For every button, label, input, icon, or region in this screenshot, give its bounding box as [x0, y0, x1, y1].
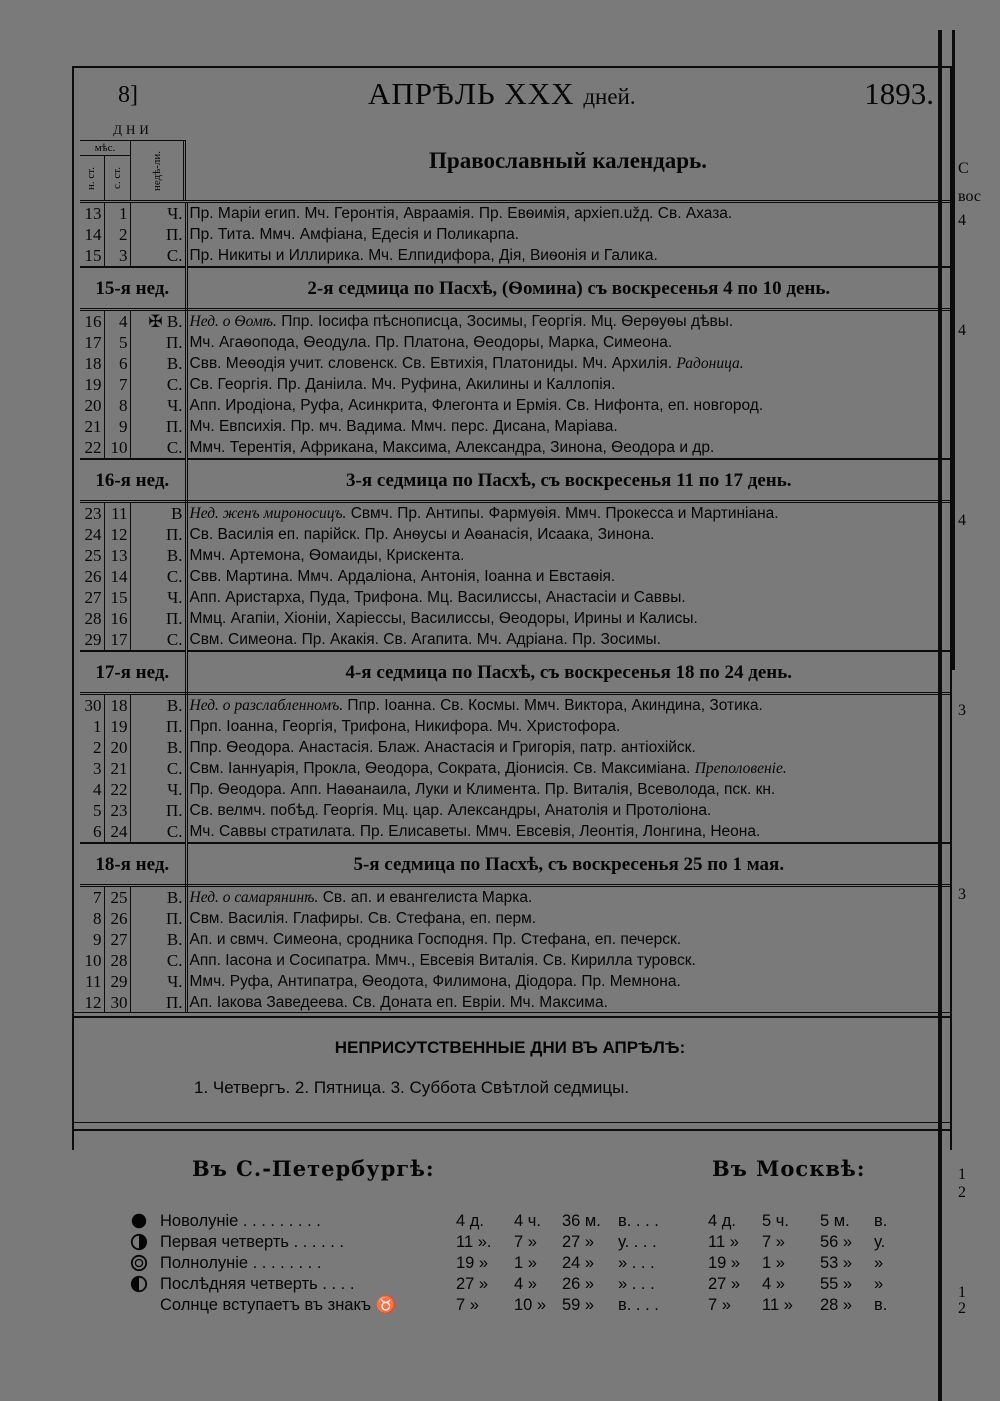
saints-names: Ммч. Артемона, Ѳомаиды, Крискента.	[189, 547, 465, 564]
spb-period: » . . .	[618, 1254, 655, 1272]
old-style-date: 29	[104, 971, 130, 992]
saints-names: Апп. Іасона и Сосипатра. Ммч., Евсевія Виталія. Св. Кирилла туровск.	[189, 952, 696, 969]
saints-text	[186, 353, 950, 374]
saints-names: Мч. Евпсихія. Пр. мч. Вадима. Ммч. перс. Дисана, Маріава.	[189, 418, 618, 435]
day-row	[80, 566, 950, 587]
old-style-date: 30	[104, 992, 130, 1013]
day-row	[80, 800, 950, 821]
weekday: П.	[130, 908, 186, 929]
adjacent-page-fragment: 3	[958, 702, 966, 719]
weekday: С.	[130, 821, 186, 843]
day-row	[80, 971, 950, 992]
msk-hour: 11 »	[762, 1296, 793, 1314]
phase-name: Первая четверть . . . . . .	[160, 1233, 345, 1251]
new-style-date: 13	[80, 202, 104, 225]
saints-text	[186, 800, 950, 821]
new-style-date: 30	[80, 694, 104, 717]
weekday: ✠ В.	[130, 310, 186, 333]
phase-name: Послѣдняя четверть . . . .	[160, 1275, 355, 1293]
weekday: В.	[130, 545, 186, 566]
msk-day: 19 »	[708, 1254, 741, 1272]
saints-names: Свм. Василія. Глафиры. Св. Стефана, еп. перм.	[189, 910, 537, 927]
weekday-header: недѣ-ли.	[150, 150, 163, 191]
weekday: П.	[130, 332, 186, 353]
saints-names: Свм. Іаннуарія, Прокла, Ѳеодора, Сократа, Діонисія. Св. Максиміана.	[189, 760, 695, 777]
saints-text	[186, 608, 950, 629]
old-style-date: 18	[104, 694, 130, 717]
new-style-date: 29	[80, 629, 104, 651]
old-style-date: 11	[104, 502, 130, 525]
msk-period: в.	[874, 1212, 888, 1230]
section-rule	[72, 1122, 952, 1131]
phase-name: Полнолуніе . . . . . . . .	[160, 1254, 322, 1272]
feast-name: Радоница.	[676, 355, 744, 372]
msk-day: 7 »	[708, 1296, 731, 1314]
moon-phase-row	[130, 1254, 900, 1275]
new-style-date: 24	[80, 524, 104, 545]
day-row	[80, 587, 950, 608]
new-style-header: н. ст.	[85, 166, 98, 190]
saints-text	[186, 950, 950, 971]
new-style-date: 27	[80, 587, 104, 608]
sunday-name: Нед. женъ мироносицъ.	[189, 505, 347, 522]
day-row	[80, 694, 950, 717]
weekday: С.	[130, 758, 186, 779]
weekday: С.	[130, 437, 186, 459]
nepris-list: 1. Четвергъ. 2. Пятница. 3. Суббота Свѣтлой седмицы.	[194, 1078, 630, 1097]
saints-text	[186, 821, 950, 843]
old-style-date: 12	[104, 524, 130, 545]
adjacent-page-fragment: 4	[958, 212, 966, 229]
new-style-date: 19	[80, 374, 104, 395]
day-row	[80, 310, 950, 333]
saints-text	[186, 566, 950, 587]
spb-period: » . . .	[618, 1275, 655, 1293]
page-binding-edge-right	[952, 30, 955, 670]
spb-day: 7 »	[456, 1296, 479, 1314]
spb-hour: 1 »	[514, 1254, 537, 1272]
day-row	[80, 524, 950, 545]
new-style-date: 10	[80, 950, 104, 971]
saints-text	[186, 908, 950, 929]
saints-names: Апп. Иродіона, Руфа, Асинкрита, Флегонта и Ермія. Св. Нифонта, еп. новгород.	[189, 397, 764, 414]
old-style-date: 20	[104, 737, 130, 758]
old-style-date: 14	[104, 566, 130, 587]
saints-text	[186, 202, 950, 225]
saints-names: Ппр. Іосифа пѣснописца, Зосимы, Георгія. Мц. Ѳерѳуѳы дѣвы.	[276, 313, 734, 330]
old-style-date: 27	[104, 929, 130, 950]
new-style-date: 2	[80, 737, 104, 758]
weekday: П.	[130, 800, 186, 821]
saints-names: Пр. Никиты и Иллирика. Мч. Елпидифора, Дія, Виѳонія и Галика.	[189, 247, 658, 264]
old-style-date: 25	[104, 886, 130, 909]
new-style-date: 12	[80, 992, 104, 1013]
week-number: 17-я нед.	[80, 651, 186, 694]
msk-hour: 7 »	[762, 1233, 785, 1251]
feast-name: Преполовеніе.	[694, 760, 787, 777]
saints-text	[186, 929, 950, 950]
saints-text	[186, 629, 950, 651]
last-quarter-icon	[130, 1275, 148, 1293]
spb-minute: 24 »	[562, 1254, 595, 1272]
msk-minute: 28 »	[820, 1296, 853, 1314]
new-style-date: 23	[80, 502, 104, 525]
saints-text	[186, 310, 950, 333]
spb-minute: 36 м.	[562, 1212, 601, 1230]
saints-names: Прп. Іоанна, Георгія, Трифона, Никифора. Мч. Христофора.	[189, 718, 621, 735]
day-row	[80, 353, 950, 374]
weekday: Ч.	[130, 587, 186, 608]
weekday: С.	[130, 566, 186, 587]
new-style-date: 26	[80, 566, 104, 587]
saints-names: Ммц. Агапіи, Хіоніи, Харіессы, Василиссы, Ѳеодоры, Ирины и Калисы.	[189, 610, 698, 627]
spb-period: у. . . .	[618, 1233, 657, 1251]
week-number: 15-я нед.	[80, 267, 186, 310]
day-row	[80, 608, 950, 629]
msk-day: 4 д.	[708, 1212, 736, 1230]
msk-hour: 4 »	[762, 1275, 785, 1293]
adjacent-page-fragment: 1	[958, 1166, 966, 1183]
days-header: ДНИ	[80, 120, 186, 141]
saints-text	[186, 737, 950, 758]
orthodox-calendar-table	[80, 120, 950, 1013]
day-row	[80, 224, 950, 245]
old-style-date: 28	[104, 950, 130, 971]
msk-period: в.	[874, 1296, 888, 1314]
saints-names: Пр. Ѳеодора. Апп. Наѳанаила, Луки и Климента. Пр. Виталія, Всеволода, пск. кн.	[189, 781, 776, 798]
msk-minute: 53 »	[820, 1254, 853, 1272]
old-style-date: 17	[104, 629, 130, 651]
new-style-date: 20	[80, 395, 104, 416]
day-row	[80, 779, 950, 800]
moon-phase-row	[130, 1233, 900, 1254]
msk-minute: 5 м.	[820, 1212, 850, 1230]
old-style-date: 24	[104, 821, 130, 843]
adjacent-page-fragment: 4	[958, 512, 966, 529]
new-style-date: 14	[80, 224, 104, 245]
day-row	[80, 437, 950, 459]
phase-name: Солнце вступаетъ въ знакъ ♉	[160, 1296, 397, 1314]
msk-day: 11 »	[708, 1233, 739, 1251]
day-row	[80, 992, 950, 1013]
new-style-date: 8	[80, 908, 104, 929]
saints-names: Свм. Симеона. Пр. Акакія. Св. Агапита. Мч. Адріана. Пр. Зосимы.	[189, 631, 661, 648]
weekday: Ч.	[130, 202, 186, 225]
weekday: П.	[130, 416, 186, 437]
saints-text	[186, 224, 950, 245]
weekday: С.	[130, 629, 186, 651]
saints-names: Пр. Тита. Ммч. Амфіана, Едесія и Поликарпа.	[189, 226, 520, 243]
old-style-date: 6	[104, 353, 130, 374]
weekday: С.	[130, 950, 186, 971]
week-title: 5-я седмица по Пасхѣ, съ воскресенья 25 по 1 мая.	[186, 843, 950, 886]
old-style-date: 13	[104, 545, 130, 566]
saints-names: Св. ап. и евангелиста Марка.	[318, 889, 533, 906]
old-style-date: 5	[104, 332, 130, 353]
new-style-date: 16	[80, 310, 104, 333]
day-row	[80, 416, 950, 437]
weekday: П.	[130, 224, 186, 245]
new-style-date: 6	[80, 821, 104, 843]
spb-minute: 59 »	[562, 1296, 595, 1314]
saints-names: Мч. Агаѳопода, Ѳеодула. Пр. Платона, Ѳеодоры, Марка, Симеона.	[189, 334, 673, 351]
day-row	[80, 716, 950, 737]
week-title: 3-я седмица по Пасхѣ, съ воскресенья 11 по 17 день.	[186, 459, 950, 502]
day-row	[80, 737, 950, 758]
old-style-date: 26	[104, 908, 130, 929]
saints-text	[186, 374, 950, 395]
msk-period: у.	[874, 1233, 886, 1251]
first-quarter-icon	[130, 1233, 148, 1251]
saints-names: Пр. Маріи егип. Мч. Геронтія, Авраамія. Пр. Евѳимія, архіеп.užд. Св. Ахаза.	[189, 205, 733, 222]
day-row	[80, 929, 950, 950]
saints-text	[186, 395, 950, 416]
weekday: П.	[130, 716, 186, 737]
day-row	[80, 502, 950, 525]
old-style-date: 21	[104, 758, 130, 779]
month-subheader: мѣс.	[80, 141, 130, 156]
page-number: 8]	[118, 82, 138, 108]
spb-day: 11 ».	[456, 1233, 492, 1251]
sunday-name: Нед. о самарянинѣ.	[189, 889, 319, 906]
saints-text	[186, 437, 950, 459]
saints-text	[186, 992, 950, 1013]
saints-text	[186, 416, 950, 437]
new-style-date: 17	[80, 332, 104, 353]
nepris-title: НЕПРИСУТСТВЕННЫЕ ДНИ ВЪ АПРѢЛѢ:	[334, 1038, 686, 1057]
weekday: С.	[130, 245, 186, 267]
week-number: 18-я нед.	[80, 843, 186, 886]
week-title: 4-я седмица по Пасхѣ, съ воскресенья 18 по 24 день.	[186, 651, 950, 694]
saints-text	[186, 332, 950, 353]
weekday: П.	[130, 608, 186, 629]
old-style-date: 16	[104, 608, 130, 629]
saints-text	[186, 758, 950, 779]
day-row	[80, 202, 950, 225]
saints-text	[186, 779, 950, 800]
new-style-date: 15	[80, 245, 104, 267]
msk-day: 27 »	[708, 1275, 741, 1293]
weekday: В.	[130, 353, 186, 374]
old-style-date: 22	[104, 779, 130, 800]
old-style-date: 19	[104, 716, 130, 737]
saints-text	[186, 971, 950, 992]
msk-hour: 5 ч.	[762, 1212, 789, 1230]
new-style-date: 9	[80, 929, 104, 950]
saints-names: Ппр. Ѳеодора. Анастасія. Блаж. Анастасія и Григорія, патр. антіохійск.	[189, 739, 696, 756]
saints-names: Ппр. Іоанна. Св. Космы. Ммч. Виктора, Акиндина, Зотика.	[343, 697, 763, 714]
week-header-row	[80, 267, 950, 310]
weekday: П.	[130, 992, 186, 1013]
old-style-date: 1	[104, 202, 130, 225]
adjacent-page-fragment: 2	[958, 1184, 966, 1201]
old-style-date: 15	[104, 587, 130, 608]
month-name: АПРѢЛЬ XXX	[368, 76, 575, 111]
weekday: С.	[130, 374, 186, 395]
city-spb-heading: Въ С.-Петербургѣ:	[192, 1156, 435, 1181]
new-moon-icon	[130, 1212, 148, 1230]
day-row	[80, 908, 950, 929]
sunday-name: Нед. о разслабленномъ.	[189, 697, 344, 714]
new-style-date: 28	[80, 608, 104, 629]
spb-day: 19 »	[456, 1254, 489, 1272]
week-title: 2-я седмица по Пасхѣ, (Ѳомина) съ воскресенья 4 по 10 день.	[186, 267, 950, 310]
weekday: В.	[130, 929, 186, 950]
saints-names: Свв. Мартина. Ммч. Ардаліона, Антонія, Іоанна и Евстаѳія.	[189, 568, 616, 585]
spb-day: 27 »	[456, 1275, 489, 1293]
sunday-name: Нед. о Ѳомѣ.	[189, 313, 277, 330]
weekday: Ч.	[130, 779, 186, 800]
new-style-date: 7	[80, 886, 104, 909]
week-header-row	[80, 651, 950, 694]
days-word: дней.	[583, 84, 636, 109]
weekday: В.	[130, 886, 186, 909]
msk-period: »	[874, 1254, 884, 1272]
saints-text	[186, 545, 950, 566]
adjacent-page-fragment: 2	[958, 1300, 966, 1317]
day-row	[80, 758, 950, 779]
new-style-date: 22	[80, 437, 104, 459]
msk-minute: 55 »	[820, 1275, 853, 1293]
saints-text	[186, 524, 950, 545]
saints-names: Апп. Аристарха, Пуда, Трифона. Мц. Василиссы, Анастасіи и Саввы.	[189, 589, 686, 606]
old-style-header: с. ст.	[110, 167, 123, 189]
old-style-date: 8	[104, 395, 130, 416]
spb-hour: 7 »	[514, 1233, 537, 1251]
spb-hour: 4 »	[514, 1275, 537, 1293]
day-row	[80, 332, 950, 353]
phase-name: Новолуніе . . . . . . . . .	[160, 1212, 321, 1230]
new-style-date: 18	[80, 353, 104, 374]
day-row	[80, 629, 950, 651]
adjacent-page-fragment: 4	[958, 322, 966, 339]
moon-phase-row	[130, 1296, 900, 1317]
year: 1893.	[864, 76, 934, 111]
table-header-row	[80, 120, 950, 202]
msk-period: »	[874, 1275, 884, 1293]
weekday: Ч.	[130, 971, 186, 992]
day-row	[80, 245, 950, 267]
old-style-date: 3	[104, 245, 130, 267]
page-header	[80, 74, 940, 120]
day-row	[80, 886, 950, 909]
saints-names: Ап. и свмч. Симеона, сродника Господня. Пр. Стефана, еп. печерск.	[189, 931, 682, 948]
spb-period: в. . . .	[618, 1212, 659, 1230]
adjacent-page-fragment: вос	[958, 188, 981, 205]
day-row	[80, 950, 950, 971]
spb-day: 4 д.	[456, 1212, 484, 1230]
full-moon-icon	[130, 1254, 148, 1272]
saints-text	[186, 716, 950, 737]
weekday: Ч.	[130, 395, 186, 416]
weekday: П.	[130, 524, 186, 545]
msk-minute: 56 »	[820, 1233, 853, 1251]
old-style-date: 10	[104, 437, 130, 459]
moon-phase-row	[130, 1212, 900, 1233]
moon-phases-list	[130, 1212, 900, 1317]
old-style-date: 4	[104, 310, 130, 333]
new-style-date: 5	[80, 800, 104, 821]
saints-names: Св. Василія еп. парійск. Пр. Анѳусы и Аѳанасія, Исаака, Зинона.	[189, 526, 655, 543]
table-bottom-rule	[72, 1012, 952, 1018]
saints-names: Ммч. Терентія, Африкана, Максима, Александра, Зинона, Ѳеодора и др.	[189, 439, 715, 456]
adjacent-page-fragment: С	[958, 160, 969, 177]
new-style-date: 11	[80, 971, 104, 992]
moon-phase-row	[130, 1275, 900, 1296]
week-number: 16-я нед.	[80, 459, 186, 502]
adjacent-page-fragment: 3	[958, 886, 966, 903]
spb-period: в. . . .	[618, 1296, 659, 1314]
day-row	[80, 395, 950, 416]
new-style-date: 3	[80, 758, 104, 779]
spb-minute: 27 »	[562, 1233, 595, 1251]
old-style-date: 7	[104, 374, 130, 395]
saints-text	[186, 587, 950, 608]
old-style-date: 2	[104, 224, 130, 245]
calendar-title: Православный календарь.	[186, 120, 950, 202]
saints-text	[186, 886, 950, 909]
month-title	[368, 76, 636, 112]
saints-names: Св. Георгія. Пр. Даніила. Мч. Руфина, Акилины и Каллопія.	[189, 376, 616, 393]
week-header-row	[80, 459, 950, 502]
saints-names: Св. велмч. побѣд. Георгія. Мц. цар. Александры, Анатолія и Протоліона.	[189, 802, 712, 819]
saints-names: Свв. Меѳодія учит. словенск. Св. Евтихія, Платониды. Мч. Архилія.	[189, 355, 677, 372]
spb-hour: 4 ч.	[514, 1212, 541, 1230]
new-style-date: 25	[80, 545, 104, 566]
day-row	[80, 545, 950, 566]
msk-hour: 1 »	[762, 1254, 785, 1272]
day-row	[80, 374, 950, 395]
new-style-date: 21	[80, 416, 104, 437]
weekday: В	[130, 502, 186, 525]
saints-text	[186, 245, 950, 267]
adjacent-page-fragment: 1	[958, 1284, 966, 1301]
old-style-date: 9	[104, 416, 130, 437]
spb-hour: 10 »	[514, 1296, 547, 1314]
weekday: В.	[130, 694, 186, 717]
saints-names: Ммч. Руфа, Антипатра, Ѳеодота, Филимона, Діодора. Пр. Мемнона.	[189, 973, 681, 990]
saints-names: Свмч. Пр. Антипы. Фармуѳія. Ммч. Прокесса и Мартиніана.	[346, 505, 779, 522]
new-style-date: 1	[80, 716, 104, 737]
week-header-row	[80, 843, 950, 886]
spb-minute: 26 »	[562, 1275, 595, 1293]
old-style-date: 23	[104, 800, 130, 821]
weekday: В.	[130, 737, 186, 758]
saints-text	[186, 502, 950, 525]
city-moscow-heading: Въ Москвѣ:	[712, 1156, 866, 1181]
day-row	[80, 821, 950, 843]
saints-names: Ап. Іакова Заведеева. Св. Доната еп. Евріи. Мч. Максима.	[189, 994, 608, 1011]
new-style-date: 4	[80, 779, 104, 800]
saints-text	[186, 694, 950, 717]
saints-names: Мч. Саввы стратилата. Пр. Елисаветы. Ммч. Евсевія, Леонтія, Лонгина, Неона.	[189, 823, 761, 840]
